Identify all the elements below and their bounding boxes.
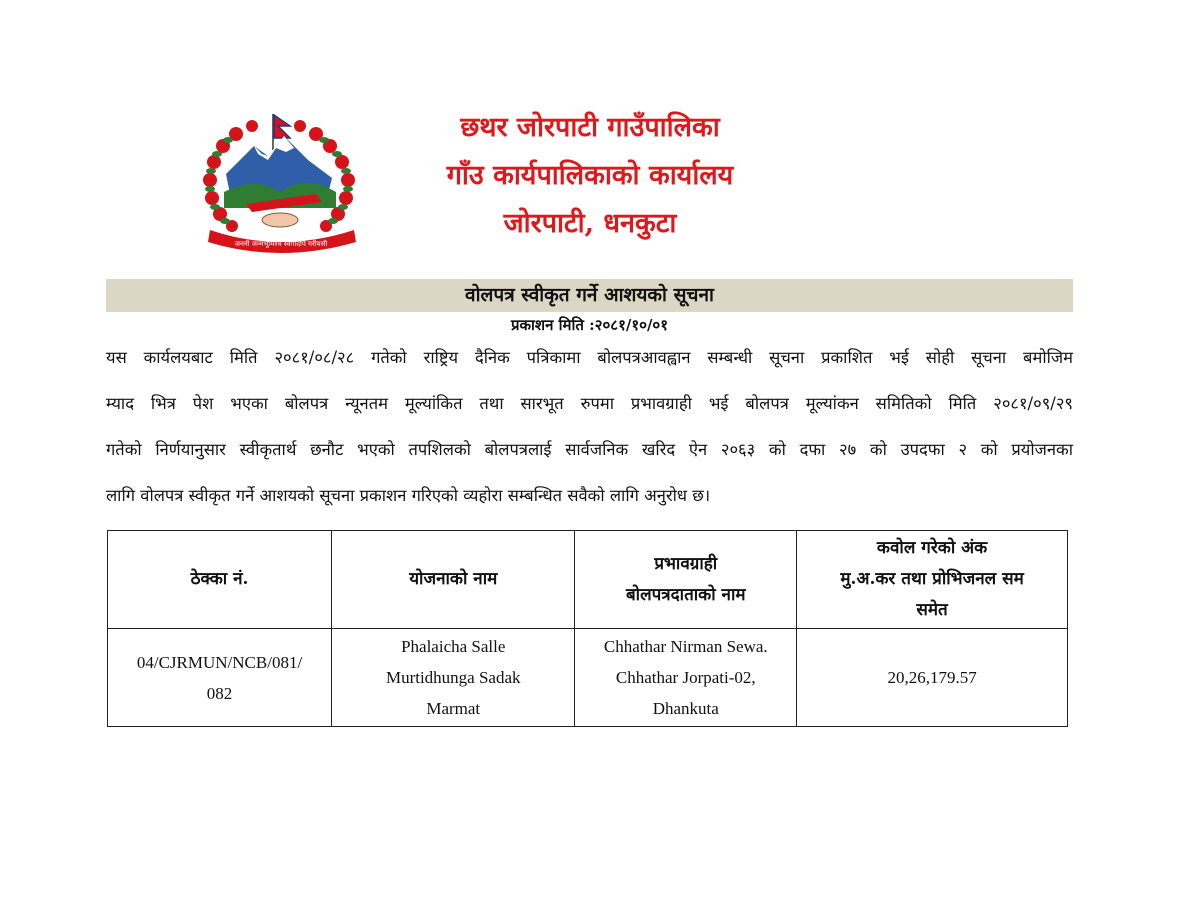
notice-body-line: लागि वोलपत्र स्वीकृत गर्ने आशयको सूचना प्रकाशन गरिएको व्यहोरा सम्बन्धित सवैको लागि अनुरोध छ। <box>106 486 711 505</box>
publication-date: प्रकाशन मिति :२०८१/१०/०१ <box>510 316 669 334</box>
cell-text: Dhankuta <box>652 699 719 718</box>
contract-table <box>107 530 1068 727</box>
cell-project-name <box>332 629 575 727</box>
notice-body <box>106 340 1073 524</box>
notice-title: वोलपत्र स्वीकृत गर्ने आशयको सूचना <box>106 279 1073 312</box>
cell-bid-amount <box>797 629 1068 727</box>
cell-text: Chhathar Jorpati-02, <box>615 668 756 687</box>
heading-line-municipality: छथर जोरपाटी गाउँपालिका <box>460 112 720 143</box>
header-bid-amount <box>797 531 1068 629</box>
header-contract-no <box>108 531 332 629</box>
office-heading <box>380 104 800 248</box>
cell-bidder-name <box>575 629 797 727</box>
cell-text: 082 <box>206 683 233 703</box>
header-text: मु.अ.कर तथा प्रोभिजनल सम <box>840 569 1024 589</box>
table-row <box>108 629 1068 727</box>
cell-text: Murtidhunga Sadak <box>385 668 521 687</box>
header-project-name <box>332 531 575 629</box>
heading-line-office: गाँउ कार्यपालिकाको कार्यालय <box>446 160 734 191</box>
header-text: बोलपत्रदाताको नाम <box>625 584 746 605</box>
header-text: प्रभावग्राही <box>654 553 718 574</box>
cell-text: 04/CJRMUN/NCB/081/ <box>136 652 303 672</box>
header-text: योजनाको नाम <box>409 569 498 589</box>
header-bidder-name <box>575 531 797 629</box>
header-text: समेत <box>916 600 948 620</box>
cell-text: 20,26,179.57 <box>887 668 977 687</box>
header-text: कवोल गरेको अंक <box>876 538 988 558</box>
emblem-icon <box>196 112 374 262</box>
table-header-row <box>108 531 1068 629</box>
cell-text: Phalaicha Salle <box>401 637 506 656</box>
cell-text: Marmat <box>426 699 481 718</box>
cell-text: Chhathar Nirman Sewa. <box>603 637 768 656</box>
header-text: ठेक्का नं. <box>190 569 249 589</box>
notice-body-line: यस कार्यलयबाट मिति २०८१/०८/२८ गतेको राष्ट्रिय दैनिक पत्रिकामा बोलपत्रआवह्वान सम्बन्धी सूचना प्रकाशित भई सोही सूचना बमोजिम <box>106 348 1073 367</box>
notice-body-line: म्याद भित्र पेश भएका बोलपत्र न्यूनतम मूल्यांकित तथा सारभूत रुपमा प्रभावग्राही भई बोलपत्र मूल्यांकन समितिको मिति २०८१/०९/२९ <box>106 394 1073 413</box>
government-emblem <box>196 112 374 262</box>
notice-body-line: गतेको निर्णयानुसार स्वीकृतार्थ छनौट भएको तपशिलको बोलपत्रलाई सार्वजनिक खरिद ऐन २०६३ को दफा २७ को उपदफा २ को प्रयोजनका <box>106 440 1073 459</box>
emblem-ribbon-text: जननी जन्मभूमिश्च स्वर्गादपि गरीयसी <box>234 240 328 248</box>
heading-line-location: जोरपाटी, धनकुटा <box>503 208 677 239</box>
cell-contract-no <box>108 629 332 727</box>
